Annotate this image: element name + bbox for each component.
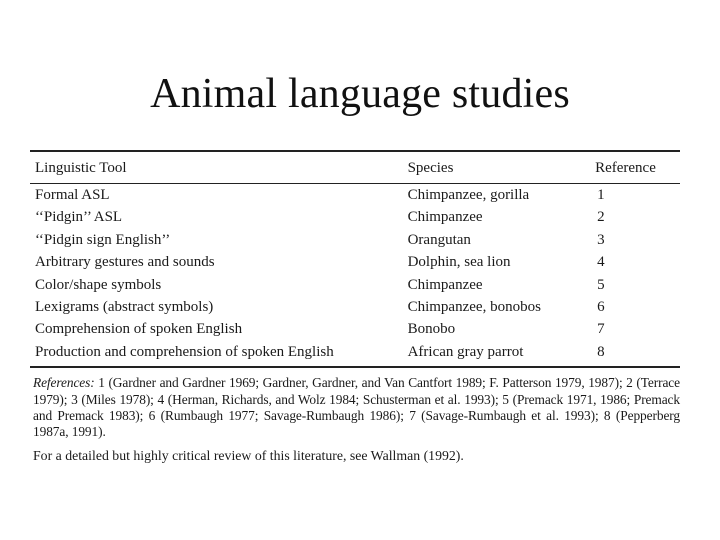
row-species: Chimpanzee	[407, 276, 483, 293]
row-reference: 5	[597, 276, 605, 293]
table-image	[30, 150, 680, 464]
references-text: 1 (Gardner and Gardner 1969; Gardner, Gardner, and Van Cantfort 1989; F. Patterson 1979, 1987); 2 (Terrace 1979); 3 (Miles 1978); 4 (Herman, Richards, and Wolz 1984; Schusterman et al. 1993); 5 (Premack 1971, 1986; Premack and Premack 1983); 6 (Rumbaugh 1977; Savage-Rumbaugh 1986); 7 (Savage-Rumbaugh et al. 1993); 8 (Pepperberg 1987a, 1991).	[33, 375, 680, 440]
row-reference: 3	[597, 231, 605, 248]
row-tool: Production and comprehension of spoken English	[35, 343, 334, 360]
table-row	[30, 206, 680, 228]
row-species: Chimpanzee	[407, 209, 483, 226]
row-species: Dolphin, sea lion	[407, 254, 511, 271]
row-tool: Color/shape symbols	[35, 276, 162, 293]
row-species: African gray parrot	[407, 343, 524, 360]
row-tool: ‘‘Pidgin’’ ASL	[35, 209, 123, 226]
row-tool: Formal ASL	[35, 187, 110, 203]
table-row	[30, 341, 680, 366]
row-reference: 4	[597, 254, 605, 271]
row-tool: Lexigrams (abstract symbols)	[35, 299, 214, 316]
header-linguistic-tool: Linguistic Tool	[35, 160, 127, 176]
row-species: Chimpanzee, bonobos	[407, 299, 541, 316]
table-row	[30, 318, 680, 340]
review-note: For a detailed but highly critical review of this literature, see Wallman (1992).	[33, 448, 464, 464]
row-tool: Arbitrary gestures and sounds	[35, 254, 215, 271]
row-reference: 7	[597, 321, 605, 338]
row-reference: 6	[597, 299, 605, 316]
table-row	[30, 251, 680, 273]
row-tool: ‘‘Pidgin sign English’’	[35, 231, 171, 248]
header-species: Species	[407, 160, 454, 176]
row-reference: 1	[597, 187, 605, 203]
table-row	[30, 229, 680, 251]
language-studies-table	[30, 152, 680, 366]
table-bottom-rule	[30, 366, 680, 368]
row-tool: Comprehension of spoken English	[35, 321, 243, 338]
row-species: Orangutan	[407, 231, 471, 248]
table-row	[30, 274, 680, 296]
header-reference: Reference	[595, 160, 656, 176]
references-label: References:	[33, 375, 95, 391]
table-row	[30, 296, 680, 318]
table-row	[30, 184, 680, 206]
row-reference: 2	[597, 209, 605, 226]
row-reference: 8	[597, 343, 605, 360]
row-species: Chimpanzee, gorilla	[407, 187, 530, 203]
table-header-row	[30, 152, 680, 183]
references-note	[33, 375, 680, 440]
slide-title: Animal language studies	[150, 71, 570, 117]
row-species: Bonobo	[407, 321, 456, 338]
